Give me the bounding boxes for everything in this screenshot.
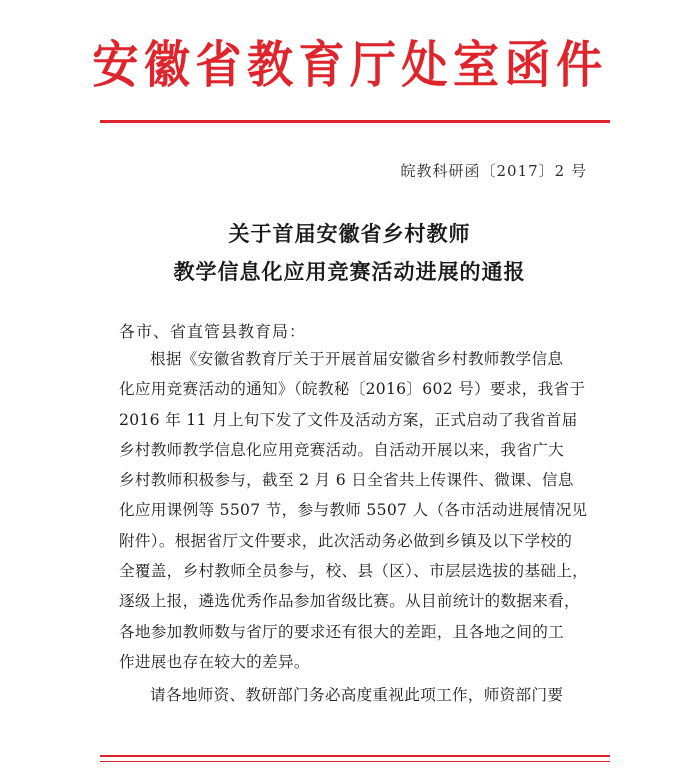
footer-red-rule-thin <box>100 761 610 762</box>
salutation: 各市、省直管县教育局： <box>119 322 307 341</box>
footer-red-rule <box>100 755 610 757</box>
masthead-title: 安徽省教育厅处室函件 <box>92 35 608 94</box>
paragraph-line: 全覆盖，乡村教师全员参与，校、县（区）、市层层选拔的基础上， <box>119 562 589 581</box>
paragraph-line: 附件）。根据省厅文件要求，此次活动务必做到乡镇及以下学校的 <box>119 531 573 550</box>
document-number: 皖教科研函〔2017〕2 号 <box>400 162 587 180</box>
paragraph-line: 化应用课例等 5507 节，参与教师 5507 人（各市活动进展情况见 <box>119 501 588 520</box>
paragraph-line: 乡村教师积极参与，截至 2 月 6 日全省共上传课件、微课、信息 <box>119 471 574 490</box>
paragraph-line: 各地参加教师数与省厅的要求还有很大的差距，且各地之间的工 <box>119 622 565 641</box>
body-paragraph-1 <box>119 344 594 677</box>
paragraph-line: 化应用竞赛活动的通知》（皖教秘〔2016〕602 号）要求，我省于 <box>119 380 586 399</box>
masthead-red-rule <box>100 120 610 123</box>
notice-title-line-1: 关于首届安徽省乡村教师 <box>228 222 471 246</box>
body-paragraph-2 <box>119 680 594 710</box>
paragraph-line: 逐级上报，遴选优秀作品参加省级比赛。从目前统计的数据来看， <box>119 592 580 611</box>
paragraph-line: 作进展也存在较大的差异。 <box>119 652 310 671</box>
notice-title-line-2: 教学信息化应用竞赛活动进展的通报 <box>173 260 526 284</box>
paragraph-line: 根据《安徽省教育厅关于开展首届安徽省乡村教师教学信息 <box>150 350 564 368</box>
paragraph-line: 2016 年 11 月上旬下发了文件及活动方案，正式启动了我省首届 <box>119 410 578 429</box>
paragraph-line: 乡村教师教学信息化应用竞赛活动。自活动开展以来，我省广大 <box>119 440 565 459</box>
paragraph-line: 请各地师资、教研部门务必高度重视此项工作，师资部门要 <box>150 686 564 704</box>
